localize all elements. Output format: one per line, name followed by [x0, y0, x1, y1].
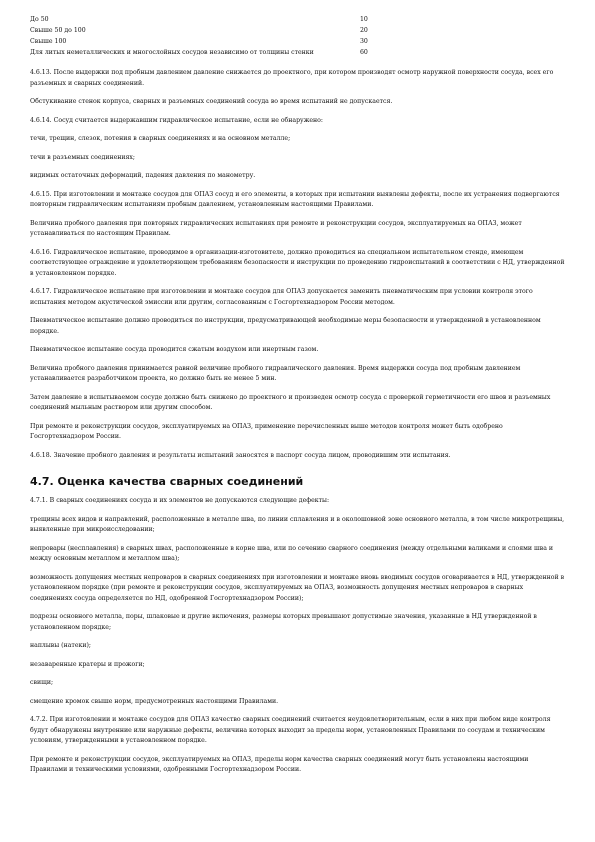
table-cell-label: Свыше 50 до 100: [30, 27, 86, 34]
table-row: [30, 36, 390, 47]
paragraph: Величина пробного давления принимается равной величине пробного гидравлического давления. Время выдержки сосуда под пробным давлением устанавливается разработчиком проекта, но должно быть не менее 5 мин.: [30, 364, 521, 382]
section-4-6-body: [30, 68, 565, 461]
table-cell-value: 10: [360, 16, 368, 23]
paragraph: Затем давление в испытываемом сосуде должно быть снижено до проектного и произведен осмотр сосуда с проверкой герметичности его швов и разъемных соединений мыльным раствором или другим способом.: [30, 393, 551, 411]
paragraph: непровары (несплавления) в сварных швах, расположенные в корне шва, или по сечению сварного соединения (между отдельными валиками и слоями шва и между основным металлом и металлом шва);: [30, 544, 554, 562]
paragraph: Величина пробного давления при повторных гидравлических испытаниях при ремонте и реконструкции сосудов, эксплуатируемых на ОПАЗ, может устанавливаться по настоящим Правилам.: [30, 219, 522, 237]
paragraph: 4.6.13. После выдержки под пробным давлением давление снижается до проектного, при котором производят осмотр наружной поверхности сосуда, всех его разъемных и сварных соединений.: [30, 69, 554, 87]
table-cell-label: До 50: [30, 16, 49, 23]
table-cell-value: 60: [360, 49, 368, 56]
paragraph: возможность допущения местных непроваров в сварных соединениях при изготовлении и монтаже вновь вводимых сосудов оговаривается в НД, утвержденной в установленном порядке (при ремонте и реконструкции сосудов, эксплуатируемых на ОПАЗ, возможность допущения местных непроваров в сварных соединениях сосуда определяется по НД, одобренной Госгортехнадзором России);: [30, 573, 565, 602]
paragraph: наплывы (натеки);: [30, 642, 91, 649]
table-cell-label: Свыше 100: [30, 38, 67, 45]
paragraph: Пневматическое испытание должно проводиться по инструкции, предусматривающей необходимые меры безопасности и утвержденной в установленном порядке.: [30, 317, 541, 335]
table-cell-value: 20: [360, 27, 368, 34]
table-row: [30, 47, 390, 58]
paragraph: свищи;: [30, 679, 54, 686]
paragraph: смещение кромок свыше норм, предусмотренных настоящими Правилами.: [30, 697, 279, 705]
paragraph: видимых остаточных деформаций, падения давления по манометру.: [30, 172, 256, 179]
table-row: [30, 25, 390, 36]
paragraph: 4.7.1. В сварных соединениях сосуда и их элементов не допускаются следующие дефекты:: [30, 497, 330, 504]
paragraph: 4.6.17. Гидравлическое испытание при изготовлении и монтаже сосудов для ОПАЗ допускается заменить пневматическим при условии контроля этого испытания методом акустической эмиссии или другим, согласованным с Госгортехнадзором России методом.: [30, 288, 533, 306]
paragraph: 4.7.2. При изготовлении и монтаже сосудов для ОПАЗ качество сварных соединений считается неудовлетворительным, если в них при любом виде контроля будут обнаружены внутренние или наружные дефекты, величина которых выходит за пределы норм, установленных Правилами по сосудам и техническим условиям, утвержденными в установленном порядке.: [30, 716, 551, 744]
paragraph: При ремонте и реконструкции сосудов, эксплуатируемых на ОПАЗ, применение перечисленных выше методов контроля может быть одобрено Госгортехнадзором России.: [30, 422, 503, 440]
paragraph: Обстукивание стенок корпуса, сварных и разъемных соединений сосуда во время испытаний не допускается.: [30, 98, 393, 105]
paragraph: течи в разъемных соединениях;: [30, 153, 135, 161]
paragraph: 4.6.18. Значение пробного давления и результаты испытаний заносятся в паспорт сосуда лицом, проводившим эти испытания.: [30, 451, 451, 459]
thickness-table: [30, 14, 390, 58]
section-4-7-body: [30, 496, 565, 776]
section-heading: 4.7. Оценка качества сварных соединений: [30, 475, 304, 488]
paragraph: подрезы основного металла, поры, шлаковые и другие включения, размеры которых превышают допустимые значения, указанные в НД утвержденной в установленном порядке;: [30, 613, 537, 631]
paragraph: Пневматическое испытание сосуда проводится сжатым воздухом или инертным газом.: [30, 346, 319, 353]
paragraph: течи, трещин, слезок, потения в сварных соединениях и на основном металле;: [30, 135, 291, 142]
paragraph: При ремонте и реконструкции сосудов, эксплуатируемых на ОПАЗ, пределы норм качества сварных соединений могут быть установлены настоящими Правилами и техническими условиями, одобренными Госгортехнадзором России.: [30, 755, 529, 773]
paragraph: незаваренные кратеры и прожоги;: [30, 660, 145, 668]
table-row: [30, 14, 390, 25]
paragraph: 4.6.15. При изготовлении и монтаже сосудов для ОПАЗ сосуд и его элементы, в которых при испытании выявлены дефекты, после их устранения подвергаются повторным гидравлическим испытаниям пробным давлением, установленным настоящими Правилами.: [30, 190, 560, 208]
paragraph: 4.6.16. Гидравлическое испытание, проводимое в организации-изготовителе, должно проводиться на специальном испытательном стенде, имеющем соответствующее ограждение и удовлетворяющем требованиям безопасности и инструкции по проведению гидроиспытаний в соответствии с НД, утвержденной в установленном порядке.: [30, 248, 565, 277]
table-cell-value: 30: [360, 38, 368, 45]
paragraph: трещины всех видов и направлений, расположенные в металле шва, по линии сплавления и в околошовной зоне основного металла, в том числе микротрещины, выявленные при микроисследовании;: [30, 515, 565, 533]
table-cell-label: Для литых неметаллических и многослойных сосудов независимо от толщины стенки: [30, 49, 314, 56]
paragraph: 4.6.14. Сосуд считается выдержавшим гидравлическое испытание, если не обнаружено:: [30, 116, 323, 124]
